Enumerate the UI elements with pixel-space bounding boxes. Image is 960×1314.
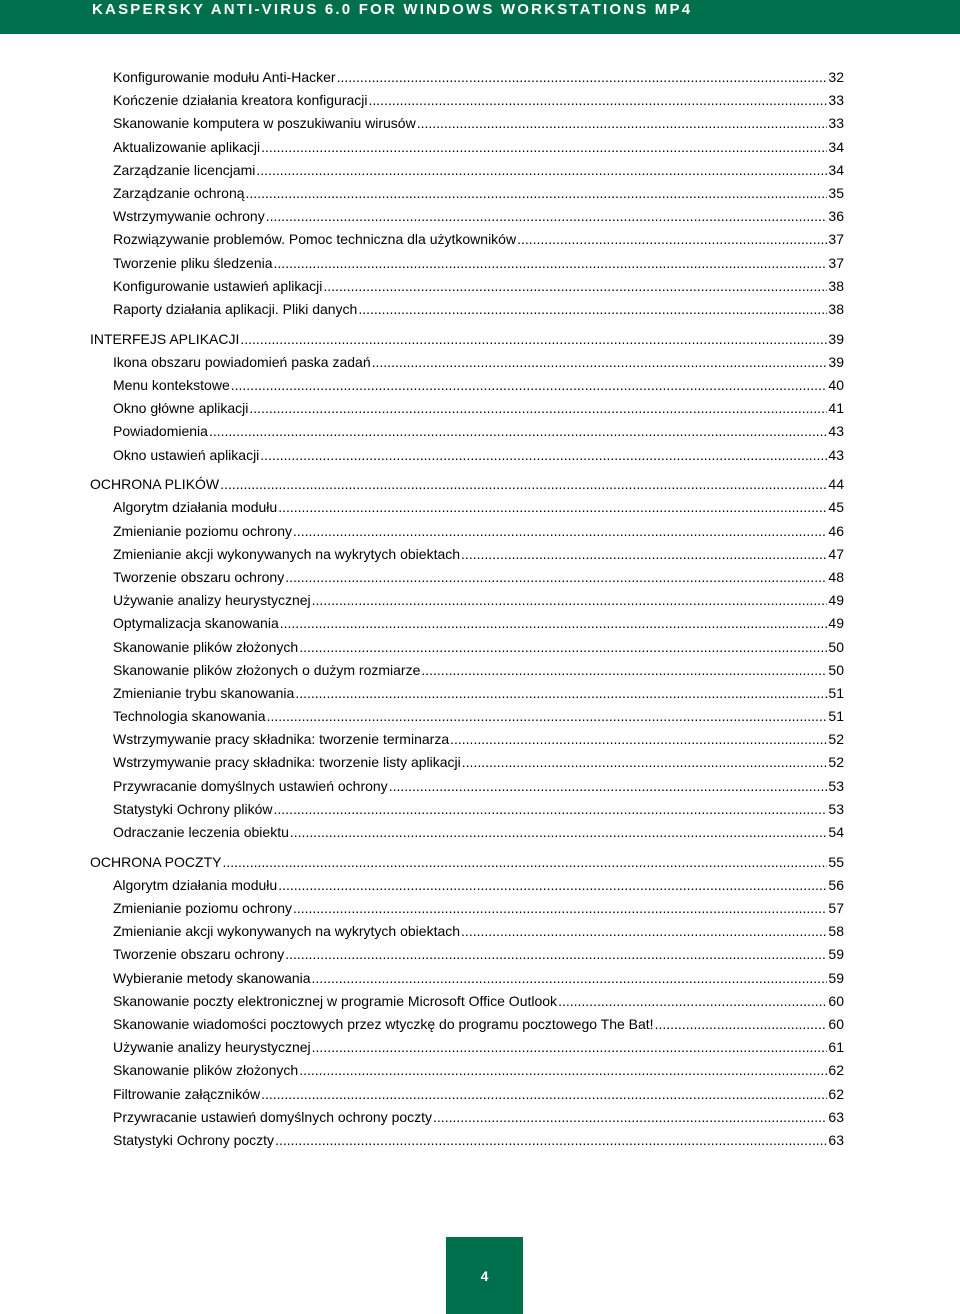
toc-entry-page: 62 [828,1062,844,1079]
toc-entry-title: Zarządzanie licencjami [113,161,256,178]
toc-entry[interactable] [113,1059,844,1082]
toc-entry-page: 38 [828,300,844,317]
toc-entry[interactable] [113,1013,844,1036]
toc-entry-title: Powiadomienia [113,423,208,440]
toc-entry-title: Zmienianie akcji wykonywanych na wykrytych obiektach [113,923,461,940]
toc-entry-title: Wstrzymywanie pracy składnika: tworzenie listy aplikacji [113,754,461,771]
toc-dot-leader [295,682,827,705]
toc-entry[interactable] [113,298,844,321]
toc-entry-title: Wstrzymywanie ochrony [113,208,265,225]
toc-entry-page: 38 [828,277,844,294]
toc-entry[interactable] [113,182,844,205]
toc-entry-title: Zmienianie poziomu ochrony [113,900,292,917]
toc-entry-page: 40 [828,376,844,393]
toc-dot-leader [275,1129,827,1152]
toc-entry-page: 37 [828,254,844,271]
toc-entry-title: Raporty działania aplikacji. Pliki danych [113,300,358,317]
toc-dot-leader [293,520,827,543]
toc-entry-page: 46 [828,522,844,539]
toc-entry-title: Kończenie działania kreatora konfiguracji [113,92,368,109]
toc-entry-page: 48 [828,568,844,585]
toc-entry[interactable] [113,252,844,275]
toc-entry[interactable] [113,228,844,251]
toc-entry[interactable] [113,351,844,374]
toc-entry-page: 36 [828,208,844,225]
toc-dot-leader [358,298,827,321]
toc-dot-leader [220,473,827,496]
toc-entry-page: 33 [828,92,844,109]
toc-dot-leader [417,112,828,135]
toc-entry-title: Skanowanie plików złożonych o dużym rozmiarze [113,661,421,678]
toc-dot-leader [261,136,827,159]
toc-entry-page: 39 [828,353,844,370]
toc-entry-page: 56 [828,876,844,893]
toc-dot-leader [261,1083,827,1106]
toc-dot-leader [274,252,828,275]
toc-entry-page: 60 [828,1016,844,1032]
toc-entry[interactable] [113,397,844,420]
toc-dot-leader [278,874,827,897]
toc-entry-title: Algorytm działania modułu [113,499,278,516]
toc-dot-leader [267,705,828,728]
toc-entry[interactable] [113,943,844,966]
toc-entry-title: Menu kontekstowe [113,376,230,393]
toc-dot-leader [285,943,827,966]
toc-entry-page: 32 [828,69,844,85]
toc-entry-title: Technologia skanowania [113,708,266,725]
toc-entry[interactable] [113,798,844,821]
toc-dot-leader [293,897,827,920]
toc-dot-leader [655,1013,828,1036]
toc-entry-title: Tworzenie pliku śledzenia [113,254,273,271]
toc-entry-page: 58 [828,923,844,940]
toc-entry-page: 59 [828,946,844,963]
toc-dot-leader [312,589,828,612]
toc-entry-page: 62 [828,1085,844,1102]
toc-entry[interactable] [113,1129,844,1152]
toc-entry[interactable] [113,821,844,844]
page-number: 4 [480,1267,489,1284]
toc-entry[interactable] [113,612,844,635]
toc-entry-page: 50 [828,638,844,655]
toc-entry[interactable] [113,136,844,159]
toc-entry-title: Używanie analizy heurystycznej [113,592,311,609]
toc-section-entry[interactable] [90,851,844,874]
toc-section-entry[interactable] [90,473,844,496]
toc-entry-title: Okno główne aplikacji [113,400,249,417]
toc-entry-page: 33 [828,115,844,132]
toc-entry[interactable] [113,751,844,774]
toc-entry-title: Skanowanie wiadomości pocztowych przez wtyczkę do programu pocztowego The Bat! [113,1016,654,1032]
toc-entry[interactable] [113,659,844,682]
toc-entry-page: 44 [828,476,844,493]
toc-entry[interactable] [113,728,844,751]
toc-entry-page: 34 [828,161,844,178]
toc-dot-leader [299,636,827,659]
toc-entry-page: 59 [828,969,844,986]
toc-entry-title: Wstrzymywanie pracy składnika: tworzenie terminarza [113,731,450,748]
toc-entry-page: 60 [828,992,844,1009]
toc-entry-page: 37 [828,231,844,248]
toc-dot-leader [312,1036,828,1059]
toc-dot-leader [231,374,828,397]
toc-entry-title: Skanowanie poczty elektronicznej w programie Microsoft Office Outlook [113,992,558,1009]
toc-entry-page: 49 [828,615,844,632]
toc-entry-title: Konfigurowanie ustawień aplikacji [113,277,323,294]
toc-entry[interactable] [113,374,844,397]
toc-dot-leader [222,851,827,874]
toc-entry-page: 53 [828,777,844,794]
toc-entry[interactable] [113,682,844,705]
toc-entry-title: Filtrowanie załączników [113,1085,261,1102]
toc-entry[interactable] [113,566,844,589]
toc-entry[interactable] [113,990,844,1013]
toc-entry-page: 52 [828,754,844,771]
toc-entry-page: 43 [828,423,844,440]
toc-entry[interactable] [113,775,844,798]
toc-entry-title: Okno ustawień aplikacji [113,446,260,463]
toc-entry-title: Zmienianie trybu skanowania [113,684,295,701]
toc-dot-leader [323,275,827,298]
toc-entry-page: 55 [828,853,844,870]
toc-entry-page: 45 [828,499,844,516]
toc-entry-title: Statystyki Ochrony plików [113,800,273,817]
toc-dot-leader [337,66,828,89]
toc-entry[interactable] [113,920,844,943]
toc-dot-leader [517,228,827,251]
toc-dot-leader [368,89,827,112]
toc-dot-leader [372,351,828,374]
toc-entry[interactable] [113,1083,844,1106]
toc-entry[interactable] [113,205,844,228]
toc-entry[interactable] [113,89,844,112]
toc-entry-title: Zmienianie akcji wykonywanych na wykrytych obiektach [113,545,461,562]
toc-entry[interactable] [113,543,844,566]
toc-entry-title: Tworzenie obszaru ochrony [113,568,285,585]
toc-entry[interactable] [113,1036,844,1059]
toc-entry-title: Skanowanie plików złożonych [113,1062,299,1079]
toc-entry-title: OCHRONA POCZTY [90,853,222,870]
toc-dot-leader [462,751,828,774]
toc-entry-title: Tworzenie obszaru ochrony [113,946,285,963]
toc-entry-page: 47 [828,545,844,562]
toc-dot-leader [260,444,827,467]
toc-dot-leader [209,420,827,443]
toc-section-entry[interactable] [90,328,844,351]
toc-entry-title: Konfigurowanie modułu Anti-Hacker [113,69,336,85]
toc-entry[interactable] [113,159,844,182]
toc-entry-page: 51 [828,684,844,701]
toc-entry[interactable] [113,874,844,897]
toc-dot-leader [461,920,827,943]
toc-entry-title: OCHRONA PLIKÓW [90,476,220,493]
toc-entry[interactable] [113,967,844,990]
toc-entry-title: Skanowanie komputera w poszukiwaniu wirusów [113,115,416,132]
toc-entry-page: 39 [828,330,844,347]
toc-entry-title: Skanowanie plików złożonych [113,638,299,655]
toc-entry-title: Odraczanie leczenia obiektu [113,824,289,840]
toc-entry-title: Aktualizowanie aplikacji [113,138,261,155]
toc-dot-leader [240,328,827,351]
toc-entry-page: 51 [828,708,844,725]
toc-dot-leader [421,659,827,682]
toc-entry[interactable] [113,112,844,135]
toc-dot-leader [249,397,827,420]
toc-entry[interactable] [113,705,844,728]
toc-entry[interactable] [113,66,844,89]
toc-entry-title: INTERFEJS APLIKACJI [90,330,240,347]
toc-dot-leader [558,990,827,1013]
toc-dot-leader [280,612,828,635]
toc-entry-page: 35 [828,184,844,201]
toc-dot-leader [450,728,827,751]
toc-entry-page: 41 [828,400,844,417]
toc-dot-leader [389,775,828,798]
toc-entry-page: 63 [828,1108,844,1125]
toc-dot-leader [274,798,828,821]
toc-entry-page: 53 [828,800,844,817]
toc-entry-page: 54 [828,824,844,840]
page-number-box [446,1237,523,1314]
toc-entry[interactable] [113,496,844,519]
toc-entry-title: Zmienianie poziomu ochrony [113,522,292,539]
toc-dot-leader [256,159,827,182]
toc-entry-title: Optymalizacja skanowania [113,615,279,632]
toc-entry-page: 52 [828,731,844,748]
toc-entry-title: Zarządzanie ochroną [113,184,245,201]
toc-entry-page: 61 [828,1039,844,1056]
toc-dot-leader [312,967,828,990]
toc-dot-leader [299,1059,827,1082]
toc-entry[interactable] [113,444,844,467]
toc-dot-leader [461,543,827,566]
toc-dot-leader [246,182,828,205]
toc-dot-leader [433,1106,827,1129]
header-title: KASPERSKY ANTI-VIRUS 6.0 FOR WINDOWS WORKSTATIONS MP4 [92,1,693,18]
toc-dot-leader [290,821,828,844]
toc-entry-title: Rozwiązywanie problemów. Pomoc techniczna dla użytkowników [113,231,517,248]
toc-dot-leader [285,566,827,589]
toc-entry-page: 43 [828,446,844,463]
toc-entry[interactable] [113,420,844,443]
toc-dot-leader [278,496,827,519]
toc-entry[interactable] [113,275,844,298]
toc-entry-title: Przywracanie domyślnych ustawień ochrony [113,777,388,794]
toc-entry[interactable] [113,520,844,543]
toc-entry-title: Statystyki Ochrony poczty [113,1131,275,1148]
toc-dot-leader [266,205,828,228]
toc-entry-title: Przywracanie ustawień domyślnych ochrony poczty [113,1108,433,1125]
toc-entry[interactable] [113,897,844,920]
toc-entry-page: 63 [828,1131,844,1148]
toc-entry[interactable] [113,589,844,612]
toc-entry-title: Ikona obszaru powiadomień paska zadań [113,353,371,370]
toc-entry[interactable] [113,1106,844,1129]
header-bar [0,0,960,34]
toc-entry[interactable] [113,636,844,659]
toc-entry-title: Wybieranie metody skanowania [113,969,311,986]
toc-entry-page: 34 [828,138,844,155]
toc-entry-title: Algorytm działania modułu [113,876,278,893]
toc-entry-page: 57 [828,900,844,917]
table-of-contents [0,66,960,1152]
toc-entry-page: 50 [828,661,844,678]
toc-entry-title: Używanie analizy heurystycznej [113,1039,311,1056]
toc-entry-page: 49 [828,592,844,609]
